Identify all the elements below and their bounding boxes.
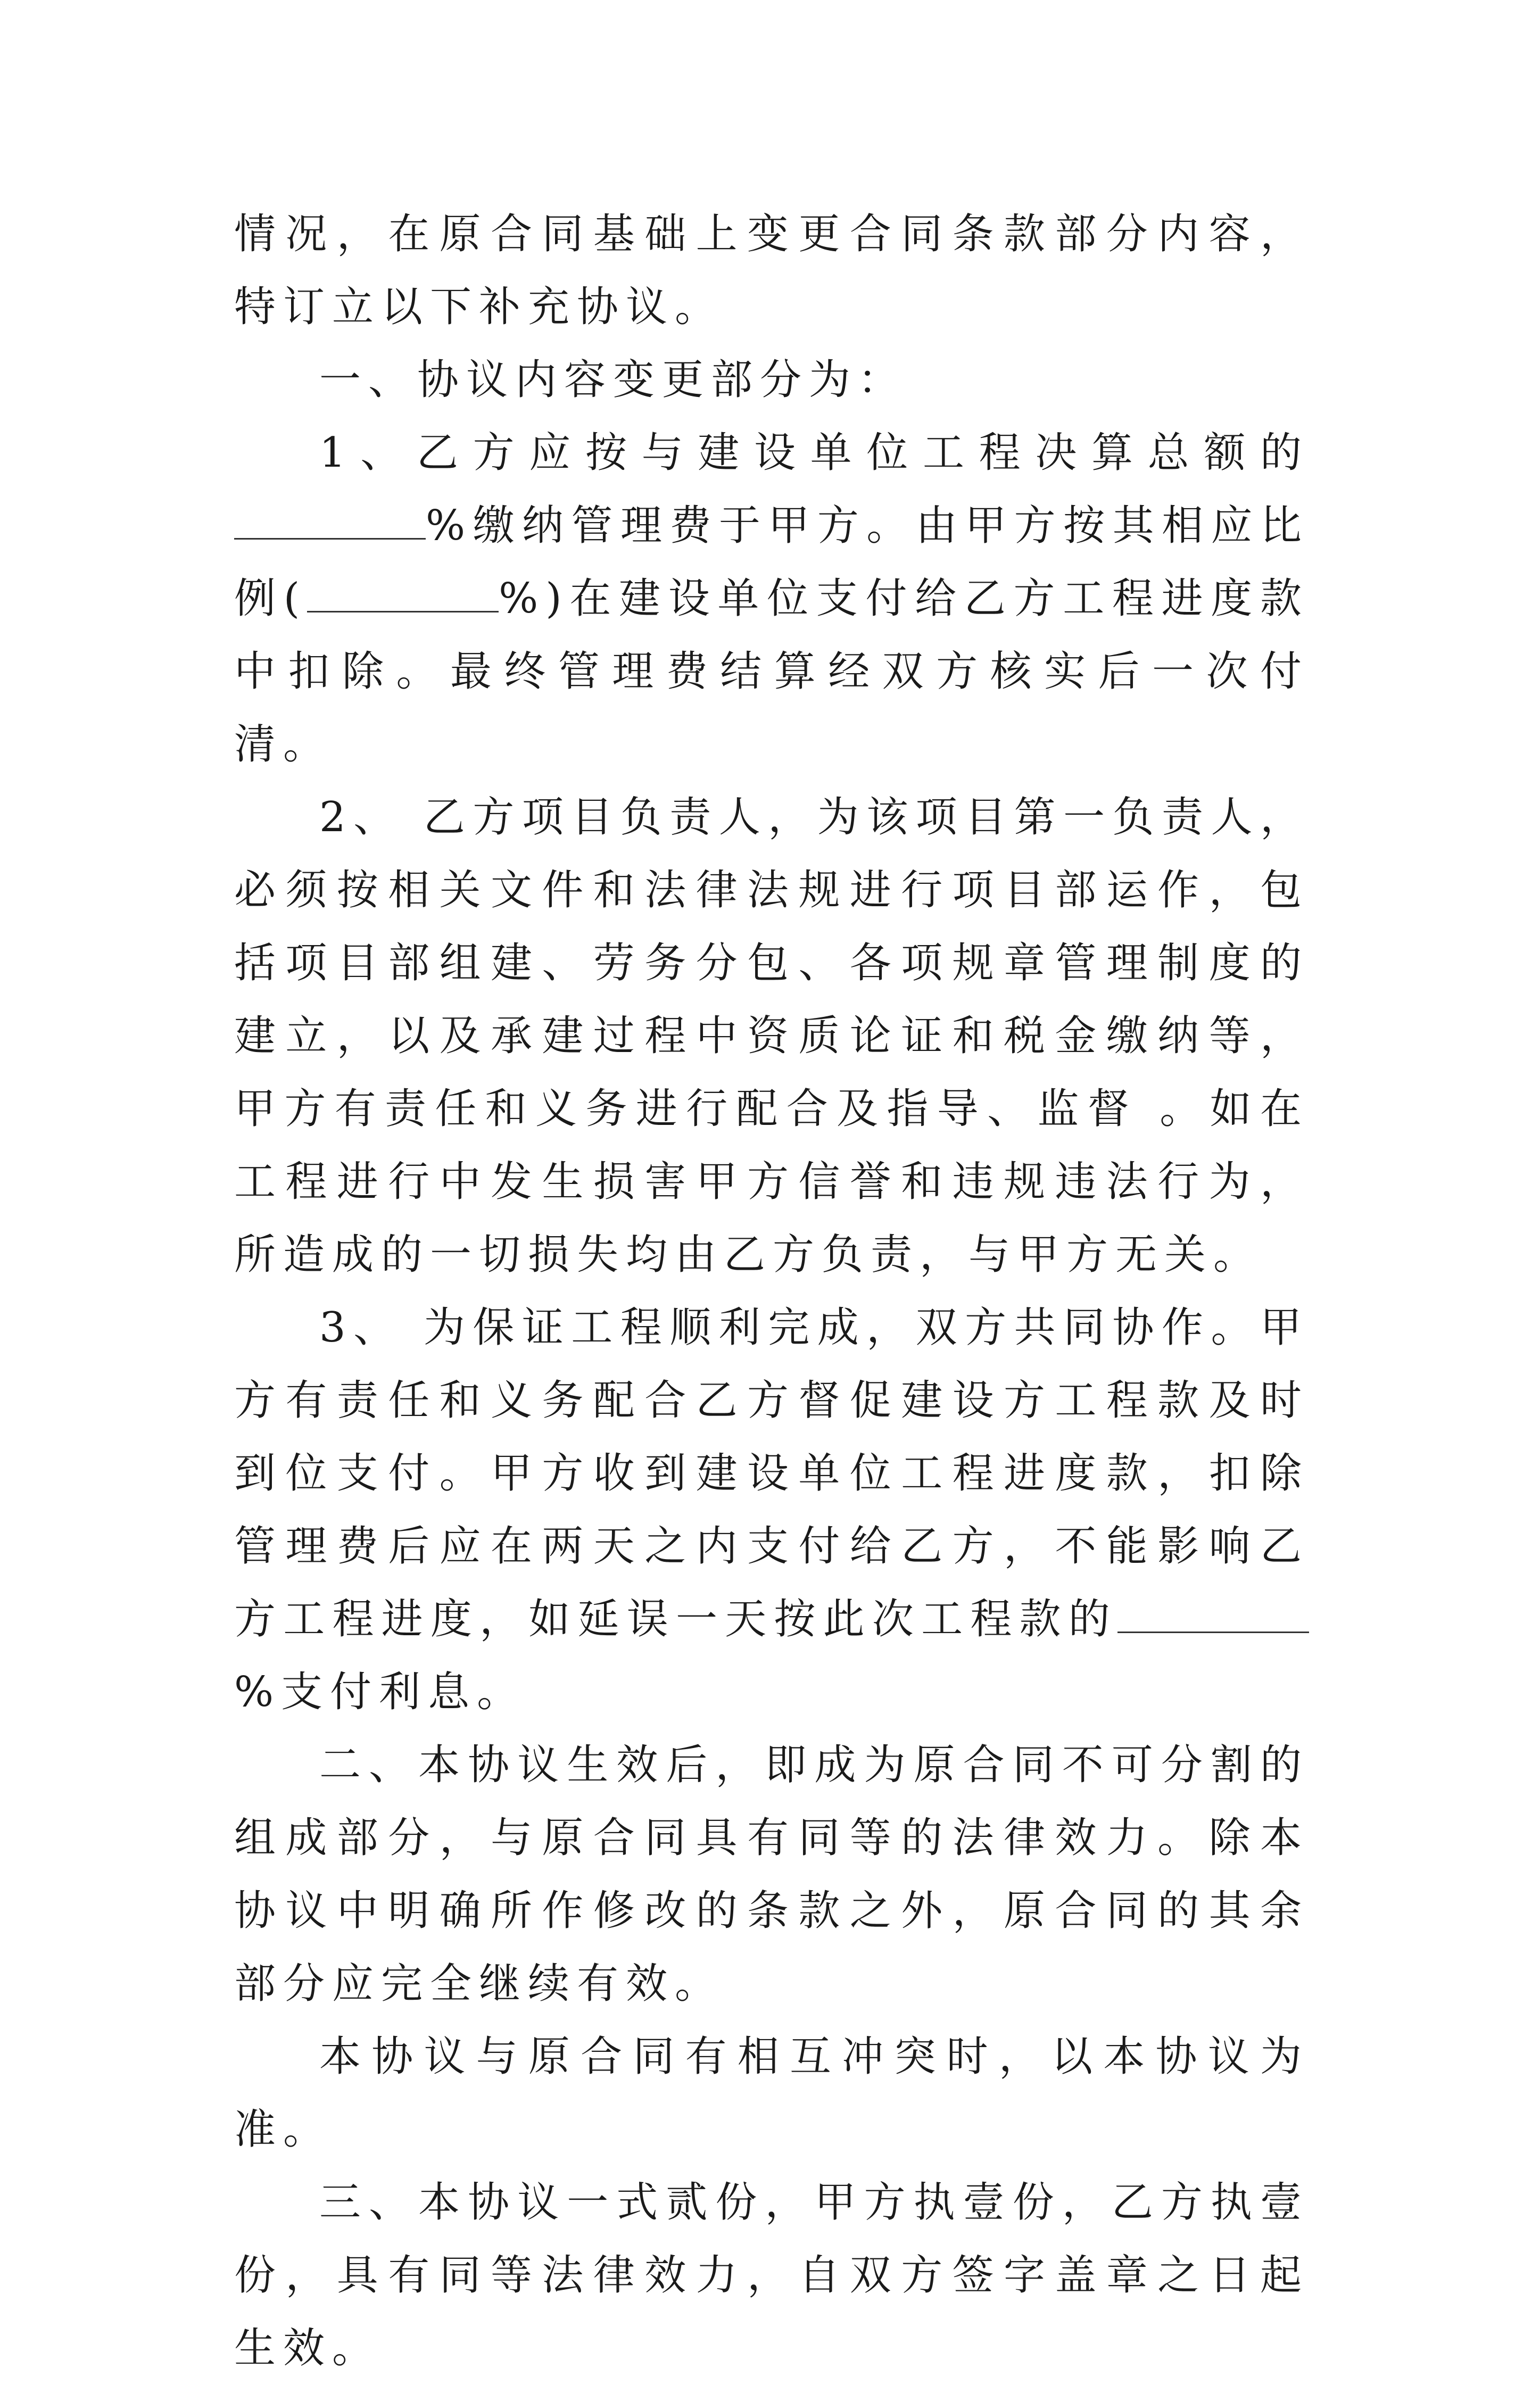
paragraph-conflict-clause: 本协议与原合同有相互冲突时，以本协议为准。 — [234, 2033, 1309, 2154]
fill-in-blank — [234, 506, 426, 540]
item-1-text-a: 1、乙方应按与建设单位工程决算总额的 — [319, 429, 1309, 477]
paragraph-section-three: 三、本协议一式贰份，甲方执壹份，乙方执壹份，具有同等法律效力，自双方签字盖章之日起生效。 — [234, 2179, 1309, 2372]
fill-in-blank — [307, 579, 499, 612]
document-body — [234, 198, 1309, 2385]
paragraph-item-2: 2、 乙方项目负责人，为该项目第一负责人，必须按相关文件和法律法规进行项目部运作，包括项目部组建、劳务分包、各项规章管理制度的建立，以及承建过程中资质论证和税金缴纳等，甲方有责任和义务进行配合及指导、监督 。如在工程进行中发生损害甲方信誉和违规违法行为，所造成的一切损失均由乙方负责，与甲方无关。 — [234, 793, 1309, 1279]
item-1-text-c: %)在建设单位支付给乙方工程进度款中扣除。最终管理费结算经双方核实后一次付清。 — [234, 575, 1309, 768]
item-1-text-b: %缴纳管理费于甲方。由甲方按其相应比例( — [234, 502, 1309, 623]
paragraph-section-two: 二、本协议生效后，即成为原合同不可分割的组成部分，与原合同具有同等的法律效力。除本协议中明确所作修改的条款之外，原合同的其余部分应完全继续有效。 — [234, 1741, 1309, 2008]
paragraph-item-3 — [234, 1291, 1309, 1729]
paragraph-item-1 — [234, 417, 1309, 781]
item-3-text-b: %支付利息。 — [234, 1668, 526, 1716]
item-3-text-a: 3、 为保证工程顺利完成，双方共同协作。甲方有责任和义务配合乙方督促建设方工程款及时到位支付。甲方收到建设单位工程进度款，扣除管理费后应在两天之内支付给乙方，不能影响乙方工程进度，如延误一天按此次工程款的 — [234, 1304, 1309, 1643]
paragraph-intro: 情况，在原合同基础上变更合同条款部分内容，特订立以下补充协议。 — [234, 210, 1309, 331]
fill-in-blank — [1117, 1600, 1309, 1633]
paragraph-section-one-heading: 一、协议内容变更部分为： — [319, 356, 907, 404]
